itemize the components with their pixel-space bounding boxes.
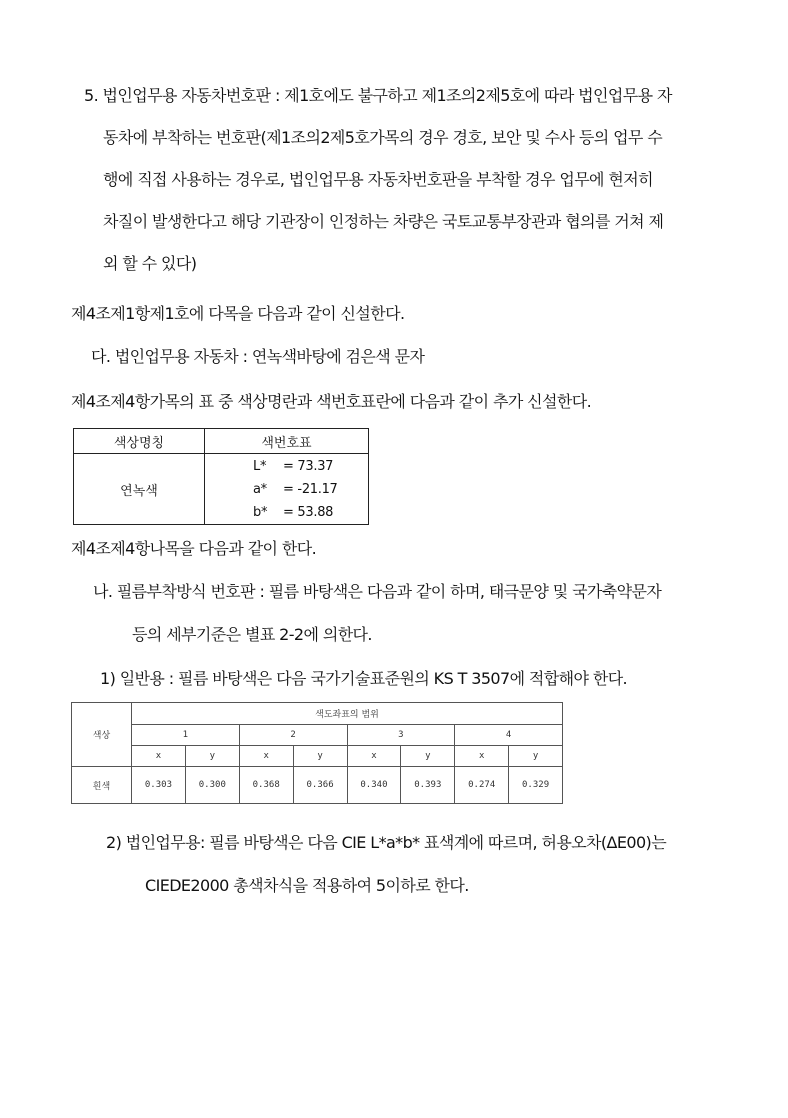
row-color-name: 흰색 [72,767,132,804]
sub-y-2: y [293,746,347,767]
value-y-3: 0.393 [401,767,455,804]
lab-b-value: = 53.88 [283,504,334,520]
item5-line-3: 행에 직접 사용하는 경우로, 법인업무용 자동차번호판을 부착할 경우 업무에 현저히 [103,170,653,189]
value-x-3: 0.340 [347,767,401,804]
group-1: 1 [132,725,240,746]
color-values-cell [205,454,369,525]
value-y-1: 0.300 [185,767,239,804]
item-na-line-1: 나. 필름부착방식 번호판 : 필름 바탕색은 다음과 같이 하며, 태극문양 및 국가축약문자 [93,582,662,601]
header-color-name: 색상명칭 [74,429,205,454]
item5-line-1: 5. 법인업무용 자동차번호판 : 제1호에도 불구하고 제1조의2제5호에 따라 법인업무용 자 [84,86,672,105]
lab-L-value: = 73.37 [283,458,334,474]
item-1: 1) 일반용 : 필름 바탕색은 다음 국가기술표준원의 KS T 3507에 적합해야 한다. [100,669,628,688]
lab-b [205,501,368,524]
color-name-cell: 연녹색 [74,454,205,525]
header-color: 색상 [72,703,132,767]
sub-x-1: x [132,746,186,767]
item5-line-2: 동차에 부착하는 번호판(제1조의2제5호가목의 경우 경호, 보안 및 수사 등의 업무 수 [103,128,663,147]
item5-line-5: 외 할 수 있다) [103,254,197,273]
lab-a-label: a* [253,481,267,497]
sub-x-3: x [347,746,401,767]
color-table [73,428,369,525]
value-x-2: 0.368 [239,767,293,804]
sub-x-4: x [455,746,509,767]
article-4-4-ga-heading: 제4조제4항가목의 표 중 색상명란과 색번호표란에 다음과 같이 추가 신설한다. [71,392,592,411]
group-2: 2 [239,725,347,746]
sub-x-2: x [239,746,293,767]
header-color-code: 색번호표 [205,429,369,454]
value-x-1: 0.303 [132,767,186,804]
group-3: 3 [347,725,455,746]
item-da: 다. 법인업무용 자동차 : 연녹색바탕에 검은색 문자 [91,347,425,366]
sub-y-3: y [401,746,455,767]
sub-y-1: y [185,746,239,767]
item-2-line-1: 2) 법인업무용: 필름 바탕색은 다음 CIE L*a*b* 표색계에 따르며, 허용오차(ΔE00)는 [106,833,667,852]
group-4: 4 [455,725,563,746]
value-y-4: 0.329 [509,767,563,804]
item-na-line-2: 등의 세부기준은 별표 2-2에 의한다. [132,625,372,644]
lab-a-value: = -21.17 [283,481,338,497]
lab-L [205,455,368,478]
lab-a [205,478,368,501]
lab-b-label: b* [253,504,268,520]
article-4-1-1-heading: 제4조제1항제1호에 다목을 다음과 같이 신설한다. [71,304,405,323]
item5-line-4: 차질이 발생한다고 해당 기관장이 인정하는 차량은 국토교통부장관과 협의를 거쳐 제 [103,212,664,231]
article-4-4-na-heading: 제4조제4항나목을 다음과 같이 한다. [71,539,317,558]
item-2-line-2: CIEDE2000 총색차식을 적용하여 5이하로 한다. [145,876,469,895]
value-x-4: 0.274 [455,767,509,804]
lab-L-label: L* [253,458,267,474]
header-range: 색도좌표의 범위 [132,703,563,725]
value-y-2: 0.366 [293,767,347,804]
chromaticity-table [71,702,563,804]
sub-y-4: y [509,746,563,767]
